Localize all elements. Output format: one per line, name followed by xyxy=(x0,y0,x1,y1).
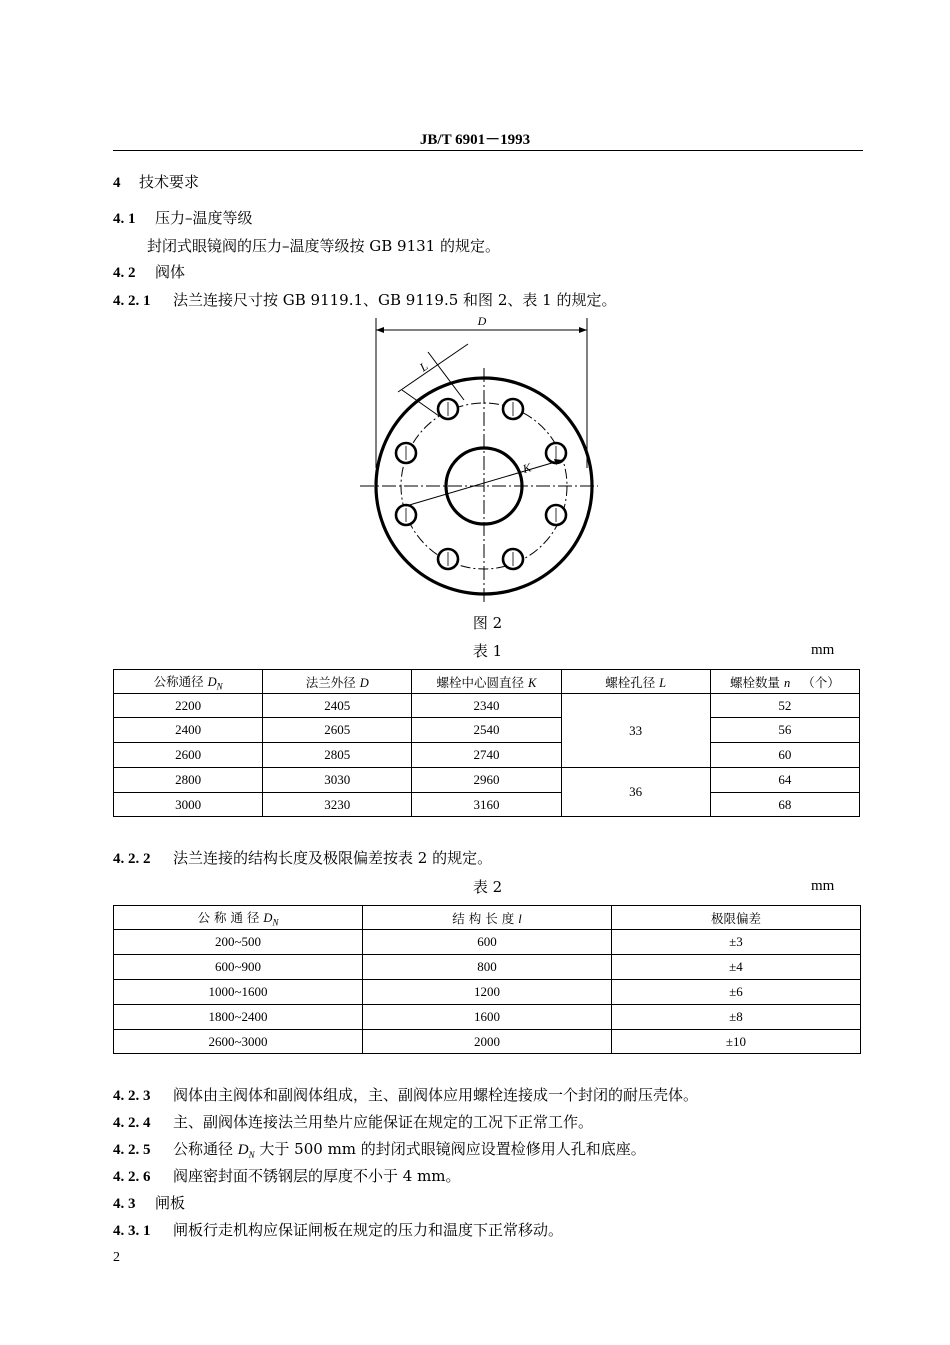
cell-n: 64 xyxy=(710,768,859,793)
cell-dn: 2600 xyxy=(114,743,263,768)
table-row xyxy=(114,743,860,768)
header-tolerance: 极限偏差 xyxy=(612,906,861,930)
cell-length: 1600 xyxy=(363,1005,612,1030)
cell-length: 2000 xyxy=(363,1030,612,1054)
header-nominal-diameter: 公 称 通 径 $D_N$ xyxy=(114,906,363,930)
table-header-row xyxy=(114,670,860,694)
header-nominal-diameter: 公称通径 $D_N$ xyxy=(114,670,263,694)
table-2 xyxy=(113,905,861,1054)
cell-k: 2340 xyxy=(412,694,561,718)
cell-d: 3030 xyxy=(263,768,412,793)
header-structure-length: 结 构 长 度 l xyxy=(363,906,612,930)
paragraph-text: 阀座密封面不锈钢层的厚度不小于 4 mm。 xyxy=(173,1167,461,1185)
section-title: 阀体 xyxy=(155,263,186,281)
section-4-2-2 xyxy=(113,848,492,869)
cell-dn: 2400 xyxy=(114,718,263,743)
cell-dn: 3000 xyxy=(114,793,263,817)
table-1-unit: mm xyxy=(811,642,835,658)
section-number: 4. 3. 1 xyxy=(113,1223,151,1239)
table-2-caption: 表 2 xyxy=(472,878,503,896)
header-bolt-circle: 螺栓中心圆直径 K xyxy=(412,670,561,694)
cell-n: 60 xyxy=(710,743,859,768)
paragraph-text: 大于 500 mm 的封闭式眼镜阀应设置检修用人孔和底座。 xyxy=(254,1140,646,1158)
cell-dn-range: 1800~2400 xyxy=(114,1005,363,1030)
cell-d: 2805 xyxy=(263,743,412,768)
dimension-label-D: D xyxy=(477,314,487,328)
cell-tolerance: ±3 xyxy=(612,930,861,955)
paragraph-text: 法兰连接的结构长度及极限偏差按表 2 的规定。 xyxy=(173,849,493,867)
section-4-3-1 xyxy=(113,1220,563,1241)
arrow-head xyxy=(376,327,384,333)
cell-d: 2405 xyxy=(263,694,412,718)
paragraph-text: 主、副阀体连接法兰用垫片应能保证在规定的工况下正常工作。 xyxy=(173,1113,594,1131)
section-number: 4. 2. 5 xyxy=(113,1142,151,1158)
section-4-1-body xyxy=(147,236,500,256)
section-4-3-heading xyxy=(113,1193,185,1214)
section-number: 4 xyxy=(113,175,121,191)
section-number: 4. 2. 3 xyxy=(113,1088,151,1104)
cell-tolerance: ±6 xyxy=(612,980,861,1005)
section-title: 闸板 xyxy=(155,1194,186,1212)
section-title: 技术要求 xyxy=(139,173,200,191)
cell-dn-range: 600~900 xyxy=(114,955,363,980)
dimension-line-L xyxy=(398,344,468,392)
cell-d: 2605 xyxy=(263,718,412,743)
section-4-2-5 xyxy=(113,1139,646,1165)
section-4-2-4 xyxy=(113,1112,593,1133)
cell-dn: 2200 xyxy=(114,694,263,718)
paragraph-text: 法兰连接尺寸按 GB 9119.1、GB 9119.5 和图 2、表 1 的规定。 xyxy=(173,291,617,309)
cell-tolerance: ±4 xyxy=(612,955,861,980)
header-bolt-count: 螺栓数量 n （个） xyxy=(710,670,859,694)
table-row xyxy=(114,1030,861,1054)
section-number: 4. 3 xyxy=(113,1196,136,1212)
flange-drawing xyxy=(350,308,600,608)
cell-d: 3230 xyxy=(263,793,412,817)
cell-dn: 2800 xyxy=(114,768,263,793)
cell-n: 68 xyxy=(710,793,859,817)
paragraph-text: 公称通径 xyxy=(173,1140,238,1158)
figure-caption: 图 2 xyxy=(472,614,503,632)
dimension-label-K: K xyxy=(521,460,533,476)
cell-length: 600 xyxy=(363,930,612,955)
section-number: 4. 2. 4 xyxy=(113,1115,151,1131)
table-1 xyxy=(113,669,860,817)
table-row xyxy=(114,768,860,793)
section-title: 压力–温度等级 xyxy=(155,209,253,227)
symbol-subscript: N xyxy=(248,1150,255,1160)
table-row xyxy=(114,1005,861,1030)
cell-l-merged: 33 xyxy=(561,694,710,768)
table-row xyxy=(114,955,861,980)
section-4-1-heading xyxy=(113,208,253,229)
cell-k: 2540 xyxy=(412,718,561,743)
cell-length: 800 xyxy=(363,955,612,980)
cell-length: 1200 xyxy=(363,980,612,1005)
section-4-2-heading xyxy=(113,262,185,283)
L-extension-line xyxy=(402,390,439,416)
section-number: 4. 2. 2 xyxy=(113,851,151,867)
section-number: 4. 1 xyxy=(113,211,136,227)
table-header-row xyxy=(114,906,861,930)
header-bolt-hole: 螺栓孔径 L xyxy=(561,670,710,694)
section-number: 4. 2. 6 xyxy=(113,1169,151,1185)
table-1-caption: 表 1 xyxy=(472,642,503,660)
section-4-2-6 xyxy=(113,1166,461,1187)
cell-tolerance: ±8 xyxy=(612,1005,861,1030)
standard-number-header: JB/T 6901－1993 xyxy=(419,132,531,148)
table-row xyxy=(114,793,860,817)
table-row xyxy=(114,980,861,1005)
section-number: 4. 2. 1 xyxy=(113,293,151,309)
cell-dn-range: 1000~1600 xyxy=(114,980,363,1005)
page-number: 2 xyxy=(113,1250,120,1265)
table-2-unit: mm xyxy=(811,878,835,894)
section-number: 4. 2 xyxy=(113,265,136,281)
cell-dn-range: 200~500 xyxy=(114,930,363,955)
paragraph-text: 封闭式眼镜阀的压力–温度等级按 GB 9131 的规定。 xyxy=(147,237,500,255)
header-flange-od: 法兰外径 D xyxy=(263,670,412,694)
cell-k: 2740 xyxy=(412,743,561,768)
header-rule xyxy=(113,150,863,151)
paragraph-text: 闸板行走机构应保证闸板在规定的压力和温度下正常移动。 xyxy=(173,1221,564,1239)
table-row xyxy=(114,694,860,718)
section-4-2-3 xyxy=(113,1085,698,1106)
cell-l-merged: 36 xyxy=(561,768,710,817)
symbol-D: D xyxy=(237,1142,249,1158)
table-row xyxy=(114,718,860,743)
dimension-label-L: L xyxy=(416,359,431,375)
cell-dn-range: 2600~3000 xyxy=(114,1030,363,1054)
cell-n: 56 xyxy=(710,718,859,743)
table-row xyxy=(114,930,861,955)
cell-n: 52 xyxy=(710,694,859,718)
cell-tolerance: ±10 xyxy=(612,1030,861,1054)
paragraph-text: 阀体由主阀体和副阀体组成，主、副阀体应用螺栓连接成一个封闭的耐压壳体。 xyxy=(173,1086,699,1104)
section-4-heading xyxy=(113,172,199,193)
cell-k: 3160 xyxy=(412,793,561,817)
cell-k: 2960 xyxy=(412,768,561,793)
arrow-head xyxy=(579,327,587,333)
